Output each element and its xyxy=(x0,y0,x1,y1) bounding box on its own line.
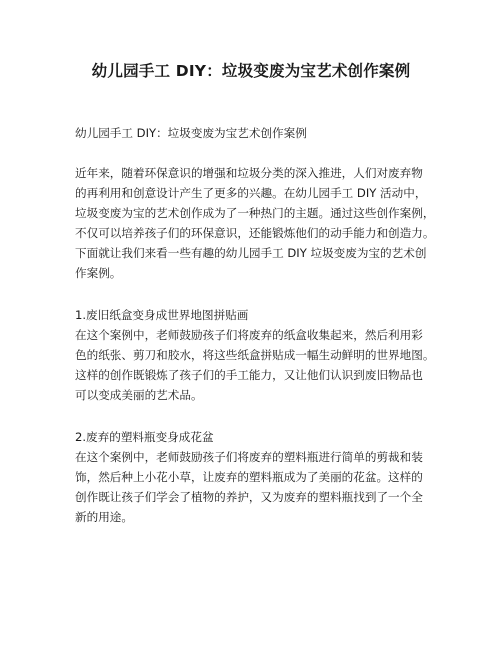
document-title: 幼儿园手工 DIY：垃圾变废为宝艺术创作案例 xyxy=(91,62,411,80)
section-line: 新的用途。 xyxy=(75,510,133,524)
paragraph-gap xyxy=(75,143,435,163)
section-1 xyxy=(75,305,435,405)
intro-line: 下面就让我们来看一些有趣的幼儿园手工 DIY 垃圾变废为宝的艺术创 xyxy=(75,246,427,260)
section-line: 在这个案例中，老师鼓励孩子们将废弃的纸盒收集起来，然后利用彩 xyxy=(75,328,423,342)
section-line: 创作既让孩子们学会了植物的养护，又为废弃的塑料瓶找到了一个全 xyxy=(75,490,423,504)
section-line: 可以变成美丽的艺术品。 xyxy=(75,388,203,402)
section-line: 这样的创作既锻炼了孩子们的手工能力，又让他们认识到废旧物品也 xyxy=(75,368,423,382)
intro-line: 垃圾变废为宝的艺术创作成为了一种热门的主题。通过这些创作案例， xyxy=(75,206,435,220)
intro-line: 的再利用和创意设计产生了更多的兴趣。在幼儿园手工 DIY 活动中， xyxy=(75,186,427,200)
section-heading: 2.废弃的塑料瓶变身成花盆 xyxy=(75,430,214,444)
intro-paragraph xyxy=(75,163,435,283)
intro-line: 作案例。 xyxy=(75,266,122,280)
subtitle xyxy=(75,123,435,143)
section-line: 色的纸张、剪刀和胶水，将这些纸盒拼贴成一幅生动鲜明的世界地图。 xyxy=(75,348,435,362)
paragraph-gap xyxy=(75,283,435,305)
paragraph-gap xyxy=(75,405,435,427)
subtitle-line: 幼儿园手工 DIY：垃圾变废为宝艺术创作案例 xyxy=(75,126,307,140)
section-heading: 1.废旧纸盒变身成世界地图拼贴画 xyxy=(75,308,249,322)
intro-line: 近年来，随着环保意识的增强和垃圾分类的深入推进，人们对废弃物 xyxy=(75,166,423,180)
document-body xyxy=(75,123,435,527)
intro-line: 不仅可以培养孩子们的环保意识，还能锻炼他们的动手能力和创造力。 xyxy=(75,226,435,240)
section-2 xyxy=(75,427,435,527)
section-line: 饰，然后种上小花小草，让废弃的塑料瓶成为了美丽的花盆。这样的 xyxy=(75,470,423,484)
section-line: 在这个案例中，老师鼓励孩子们将废弃的塑料瓶进行简单的剪裁和装 xyxy=(75,450,423,464)
